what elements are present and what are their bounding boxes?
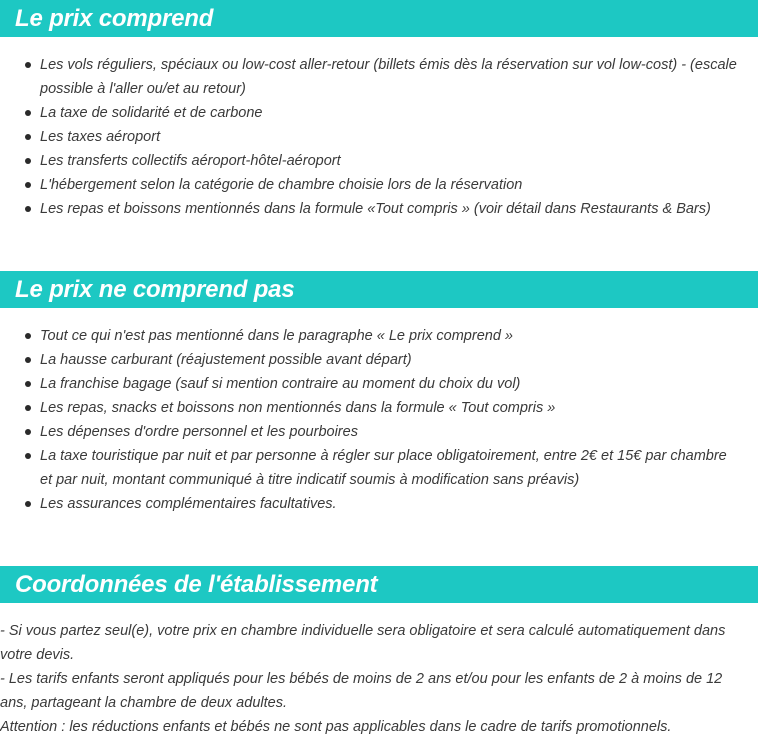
list-item: La taxe touristique par nuit et par personne à régler sur place obligatoirement, entre 2€ et 15€ par chambre et par nuit, montant communiqué à titre indicatif soumis à modification sans préavis) — [0, 444, 758, 492]
list-item: Les assurances complémentaires facultatives. — [0, 492, 758, 516]
list-item: L'hébergement selon la catégorie de chambre choisie lors de la réservation — [0, 173, 758, 197]
section-title-le-prix-comprend: Le prix comprend — [0, 0, 758, 37]
bullet-icon — [25, 333, 31, 339]
bullet-icon — [25, 357, 31, 363]
list-item: Tout ce qui n'est pas mentionné dans le paragraphe « Le prix comprend » — [0, 324, 758, 348]
note-paragraph: - Les tarifs enfants seront appliqués pour les bébés de moins de 2 ans et/ou pour les enfants de 2 à moins de 12 ans, partageant la chambre de deux adultes. — [0, 671, 723, 711]
included-list — [0, 53, 758, 221]
list-item: Les repas, snacks et boissons non mentionnés dans la formule « Tout compris » — [0, 396, 758, 420]
note-paragraph: Attention : les réductions enfants et bébés ne sont pas applicables dans le cadre de tarifs promotionnels. — [0, 719, 672, 735]
establishment-notes — [0, 619, 758, 739]
list-item: Les vols réguliers, spéciaux ou low-cost aller-retour (billets émis dès la réservation sur vol low-cost) - (escale possible à l'aller ou/et au retour) — [0, 53, 758, 101]
bullet-icon — [25, 110, 31, 116]
list-item: Les repas et boissons mentionnés dans la formule «Tout compris » (voir détail dans Restaurants & Bars) — [0, 197, 758, 221]
excluded-list — [0, 324, 758, 516]
bullet-icon — [25, 62, 31, 68]
bullet-icon — [25, 158, 31, 164]
list-item: La franchise bagage (sauf si mention contraire au moment du choix du vol) — [0, 372, 758, 396]
bullet-icon — [25, 405, 31, 411]
list-item: Les transferts collectifs aéroport-hôtel-aéroport — [0, 149, 758, 173]
list-item: Les dépenses d'ordre personnel et les pourboires — [0, 420, 758, 444]
bullet-icon — [25, 381, 31, 387]
bullet-icon — [25, 429, 31, 435]
section-title-le-prix-ne-comprend-pas: Le prix ne comprend pas — [0, 271, 758, 308]
list-item: La hausse carburant (réajustement possible avant départ) — [0, 348, 758, 372]
list-item: Les taxes aéroport — [0, 125, 758, 149]
list-item: La taxe de solidarité et de carbone — [0, 101, 758, 125]
section-title-coordonnees: Coordonnées de l'établissement — [0, 566, 758, 603]
bullet-icon — [25, 501, 31, 507]
note-paragraph: - Si vous partez seul(e), votre prix en chambre individuelle sera obligatoire et sera calculé automatiquement dans votre devis. — [0, 623, 726, 663]
bullet-icon — [25, 134, 31, 140]
bullet-icon — [25, 206, 31, 212]
bullet-icon — [25, 453, 31, 459]
bullet-icon — [25, 182, 31, 188]
